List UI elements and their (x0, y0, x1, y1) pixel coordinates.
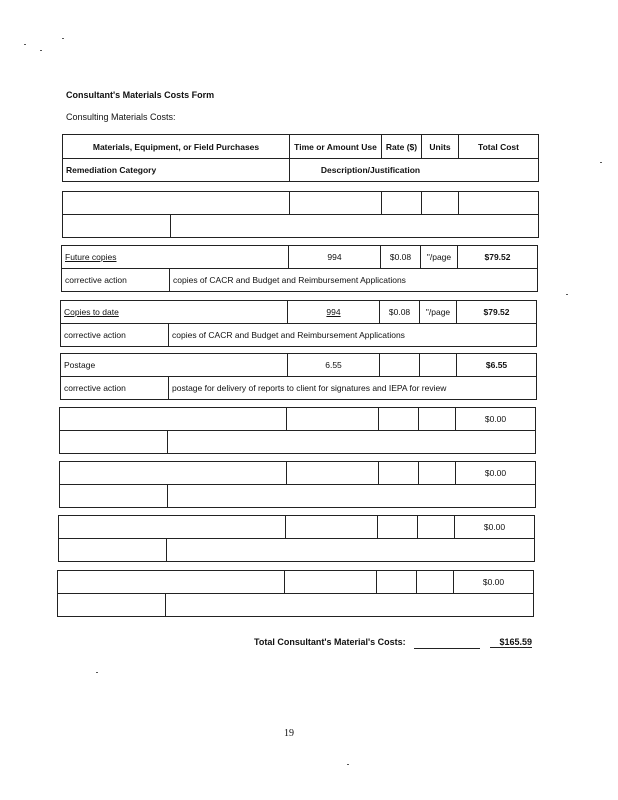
entry-total: $0.00 (455, 516, 535, 539)
header-rate: Rate ($) (382, 135, 422, 159)
total-costs-label: Total Consultant's Material's Costs: (254, 637, 406, 647)
entry-description[interactable] (168, 431, 536, 454)
entry-item[interactable]: Postage (61, 354, 288, 377)
entry-rate[interactable]: $0.08 (380, 301, 420, 324)
header-time-amount: Time or Amount Use (290, 135, 382, 159)
header-total-cost: Total Cost (459, 135, 539, 159)
entry-category[interactable] (58, 594, 166, 617)
entry-category[interactable]: corrective action (61, 377, 169, 400)
entry-description[interactable] (171, 215, 539, 238)
entry-rate[interactable] (382, 192, 422, 215)
entry-rate[interactable] (378, 516, 418, 539)
entry-description[interactable] (167, 539, 535, 562)
entry-item[interactable] (59, 516, 286, 539)
form-subtitle: Consulting Materials Costs: (66, 112, 176, 122)
entry-units[interactable] (419, 408, 456, 431)
scan-speck (96, 672, 98, 673)
entry-units[interactable]: "/page (420, 301, 457, 324)
entry-amount[interactable] (287, 408, 379, 431)
entry-description[interactable] (166, 594, 534, 617)
entry-total: $0.00 (456, 462, 536, 485)
entry-category[interactable] (63, 215, 171, 238)
entry-block (62, 191, 539, 238)
header-materials: Materials, Equipment, or Field Purchases (63, 135, 290, 159)
entry-amount[interactable] (290, 192, 382, 215)
scan-speck (600, 162, 602, 163)
entry-item[interactable]: Copies to date (61, 301, 288, 324)
scan-speck (40, 50, 42, 51)
entry-amount[interactable]: 994 (288, 301, 380, 324)
header-table (62, 134, 539, 182)
entry-amount[interactable] (287, 462, 379, 485)
entry-amount[interactable] (285, 571, 377, 594)
entry-description[interactable]: copies of CACR and Budget and Reimbursement Applications (170, 269, 538, 292)
entry-category[interactable]: corrective action (62, 269, 170, 292)
entry-block (59, 461, 536, 508)
scan-speck (62, 38, 64, 39)
entry-category[interactable]: corrective action (61, 324, 169, 347)
entry-block (60, 300, 537, 347)
entry-category[interactable] (59, 539, 167, 562)
header-description: Description/Justification (290, 159, 539, 182)
entry-units[interactable] (417, 571, 454, 594)
page-number: 19 (284, 728, 294, 739)
entry-rate[interactable] (379, 462, 419, 485)
entry-rate[interactable] (380, 354, 420, 377)
entry-item[interactable] (63, 192, 290, 215)
scan-speck (24, 44, 26, 45)
header-remediation-category: Remediation Category (63, 159, 290, 182)
entry-units[interactable] (422, 192, 459, 215)
entry-amount[interactable]: 994 (289, 246, 381, 269)
entry-amount[interactable]: 6.55 (288, 354, 380, 377)
scan-speck (347, 764, 349, 765)
entry-total: $0.00 (454, 571, 534, 594)
scan-speck (566, 294, 568, 295)
entry-description[interactable] (168, 485, 536, 508)
form-title: Consultant's Materials Costs Form (66, 90, 215, 100)
entry-rate[interactable] (377, 571, 417, 594)
entry-block (60, 353, 537, 400)
entry-total: $79.52 (457, 301, 537, 324)
entry-block (61, 245, 538, 292)
entry-block (57, 570, 534, 617)
entry-item[interactable]: Future copies (62, 246, 289, 269)
entry-total: $0.00 (456, 408, 536, 431)
header-units: Units (422, 135, 459, 159)
entry-units[interactable] (419, 462, 456, 485)
entry-units[interactable]: "/page (421, 246, 458, 269)
entry-block (59, 407, 536, 454)
entry-description[interactable]: copies of CACR and Budget and Reimbursement Applications (169, 324, 537, 347)
entry-units[interactable] (418, 516, 455, 539)
entry-total: $6.55 (457, 354, 537, 377)
entry-units[interactable] (420, 354, 457, 377)
entry-block (58, 515, 535, 562)
entry-rate[interactable]: $0.08 (381, 246, 421, 269)
entry-category[interactable] (60, 485, 168, 508)
total-costs-value: $165.59 (490, 637, 532, 648)
entry-amount[interactable] (286, 516, 378, 539)
entry-item[interactable] (60, 408, 287, 431)
entry-item[interactable] (58, 571, 285, 594)
total-underline (414, 648, 480, 649)
entry-item[interactable] (60, 462, 287, 485)
entry-rate[interactable] (379, 408, 419, 431)
entry-total: $79.52 (458, 246, 538, 269)
entry-category[interactable] (60, 431, 168, 454)
entry-total (459, 192, 539, 215)
entry-description[interactable]: postage for delivery of reports to client for signatures and IEPA for review (169, 377, 537, 400)
